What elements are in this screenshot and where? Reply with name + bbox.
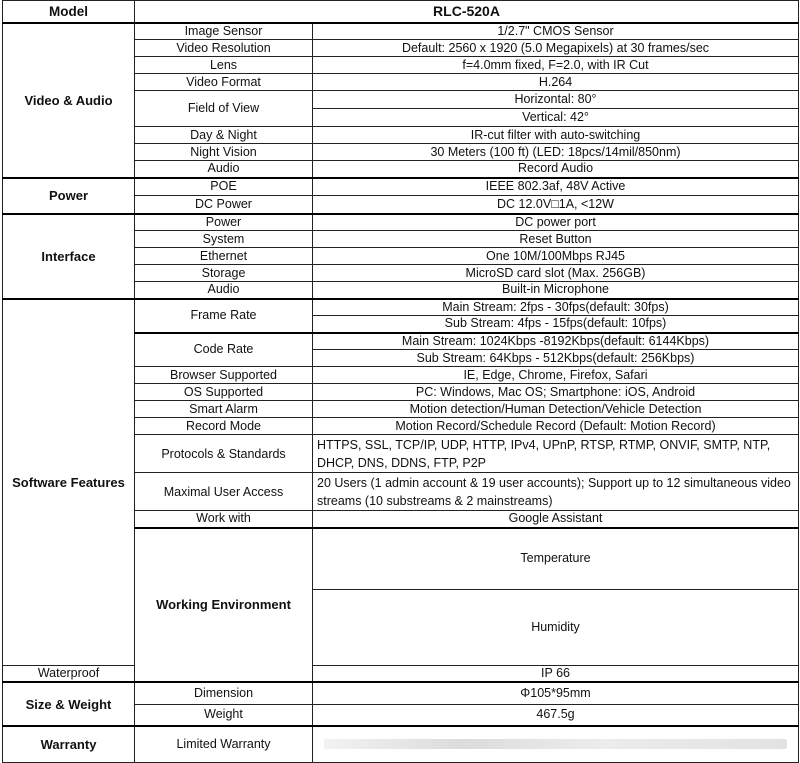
table-row	[3, 682, 799, 704]
section-interface: Interface	[3, 214, 135, 299]
spec-value: Horizontal: 80°	[313, 91, 799, 109]
spec-name: Video Format	[135, 74, 313, 91]
spec-name: DC Power	[135, 196, 313, 214]
spec-name: POE	[135, 178, 313, 196]
table-row	[3, 299, 799, 316]
spec-value: DC 12.0V□1A, <12W	[313, 196, 799, 214]
spec-name: Record Mode	[135, 418, 313, 435]
spec-value: Default: 2560 x 1920 (5.0 Megapixels) at 30 frames/sec	[313, 40, 799, 57]
spec-value: Record Audio	[313, 161, 799, 178]
spec-name: Image Sensor	[135, 23, 313, 40]
spec-name: Waterproof	[3, 665, 135, 682]
model-value: RLC-520A	[135, 1, 799, 23]
section-software-features: Software Features	[3, 299, 135, 666]
spec-value: IP 66	[313, 665, 799, 682]
spec-name: Frame Rate	[135, 299, 313, 333]
spec-value: Google Assistant	[313, 511, 799, 528]
spec-value: f=4.0mm fixed, F=2.0, with IR Cut	[313, 57, 799, 74]
spec-name: Weight	[135, 704, 313, 726]
spec-value: 1/2.7" CMOS Sensor	[313, 23, 799, 40]
spec-value: One 10M/100Mbps RJ45	[313, 248, 799, 265]
section-video-audio: Video & Audio	[3, 23, 135, 178]
table-row	[3, 665, 799, 682]
spec-value: Main Stream: 1024Kbps -8192Kbps(default: 6144Kbps)	[313, 333, 799, 350]
spec-name: Temperature	[313, 528, 799, 590]
spec-name: Field of View	[135, 91, 313, 127]
model-label: Model	[3, 1, 135, 23]
spec-name: Browser Supported	[135, 367, 313, 384]
spec-name: Storage	[135, 265, 313, 282]
section-power: Power	[3, 178, 135, 214]
spec-name: Code Rate	[135, 333, 313, 367]
spec-value: PC: Windows, Mac OS; Smartphone: iOS, Android	[313, 384, 799, 401]
section-working-environment: Working Environment	[135, 528, 313, 683]
warranty-value-faded	[313, 726, 799, 762]
table-row	[3, 214, 799, 231]
spec-name: Limited Warranty	[135, 726, 313, 762]
spec-value: Main Stream: 2fps - 30fps(default: 30fps)	[313, 299, 799, 316]
spec-value: 30 Meters (100 ft) (LED: 18pcs/14mil/850nm)	[313, 144, 799, 161]
spec-value: Reset Button	[313, 231, 799, 248]
spec-name: Day & Night	[135, 127, 313, 144]
table-row	[3, 726, 799, 762]
spec-value: IEEE 802.3af, 48V Active	[313, 178, 799, 196]
spec-value: 20 Users (1 admin account & 19 user accounts); Support up to 12 simultaneous video streams (10 substreams & 2 mainstreams)	[313, 473, 799, 511]
spec-value: H.264	[313, 74, 799, 91]
spec-name: Audio	[135, 161, 313, 178]
spec-name: Protocols & Standards	[135, 435, 313, 473]
spec-value: Motion detection/Human Detection/Vehicle Detection	[313, 401, 799, 418]
spec-value: Φ105*95mm	[313, 682, 799, 704]
spec-value: IR-cut filter with auto-switching	[313, 127, 799, 144]
spec-value: Sub Stream: 64Kbps - 512Kbps(default: 256Kbps)	[313, 350, 799, 367]
spec-value: Motion Record/Schedule Record (Default: Motion Record)	[313, 418, 799, 435]
spec-value: HTTPS, SSL, TCP/IP, UDP, HTTP, IPv4, UPnP, RTSP, RTMP, ONVIF, SMTP, NTP, DHCP, DNS, DDNS, FTP, P2P	[313, 435, 799, 473]
spec-name: Night Vision	[135, 144, 313, 161]
spec-name: Ethernet	[135, 248, 313, 265]
spec-value: Sub Stream: 4fps - 15fps(default: 10fps)	[313, 316, 799, 333]
spec-name: Humidity	[313, 589, 799, 665]
header-row	[3, 1, 799, 23]
spec-name: System	[135, 231, 313, 248]
spec-value: Vertical: 42°	[313, 109, 799, 127]
spec-table	[2, 0, 799, 763]
spec-value: MicroSD card slot (Max. 256GB)	[313, 265, 799, 282]
spec-name: Power	[135, 214, 313, 231]
section-size-weight: Size & Weight	[3, 682, 135, 726]
faded-text-placeholder	[324, 739, 787, 749]
spec-name: Work with	[135, 511, 313, 528]
spec-name: Smart Alarm	[135, 401, 313, 418]
spec-value: DC power port	[313, 214, 799, 231]
section-warranty: Warranty	[3, 726, 135, 762]
spec-value: 467.5g	[313, 704, 799, 726]
spec-name: Dimension	[135, 682, 313, 704]
table-row	[3, 23, 799, 40]
spec-name: Maximal User Access	[135, 473, 313, 511]
spec-name: Audio	[135, 282, 313, 299]
table-row	[3, 178, 799, 196]
spec-value: IE, Edge, Chrome, Firefox, Safari	[313, 367, 799, 384]
spec-name: OS Supported	[135, 384, 313, 401]
spec-value: Built-in Microphone	[313, 282, 799, 299]
spec-name: Video Resolution	[135, 40, 313, 57]
spec-name: Lens	[135, 57, 313, 74]
